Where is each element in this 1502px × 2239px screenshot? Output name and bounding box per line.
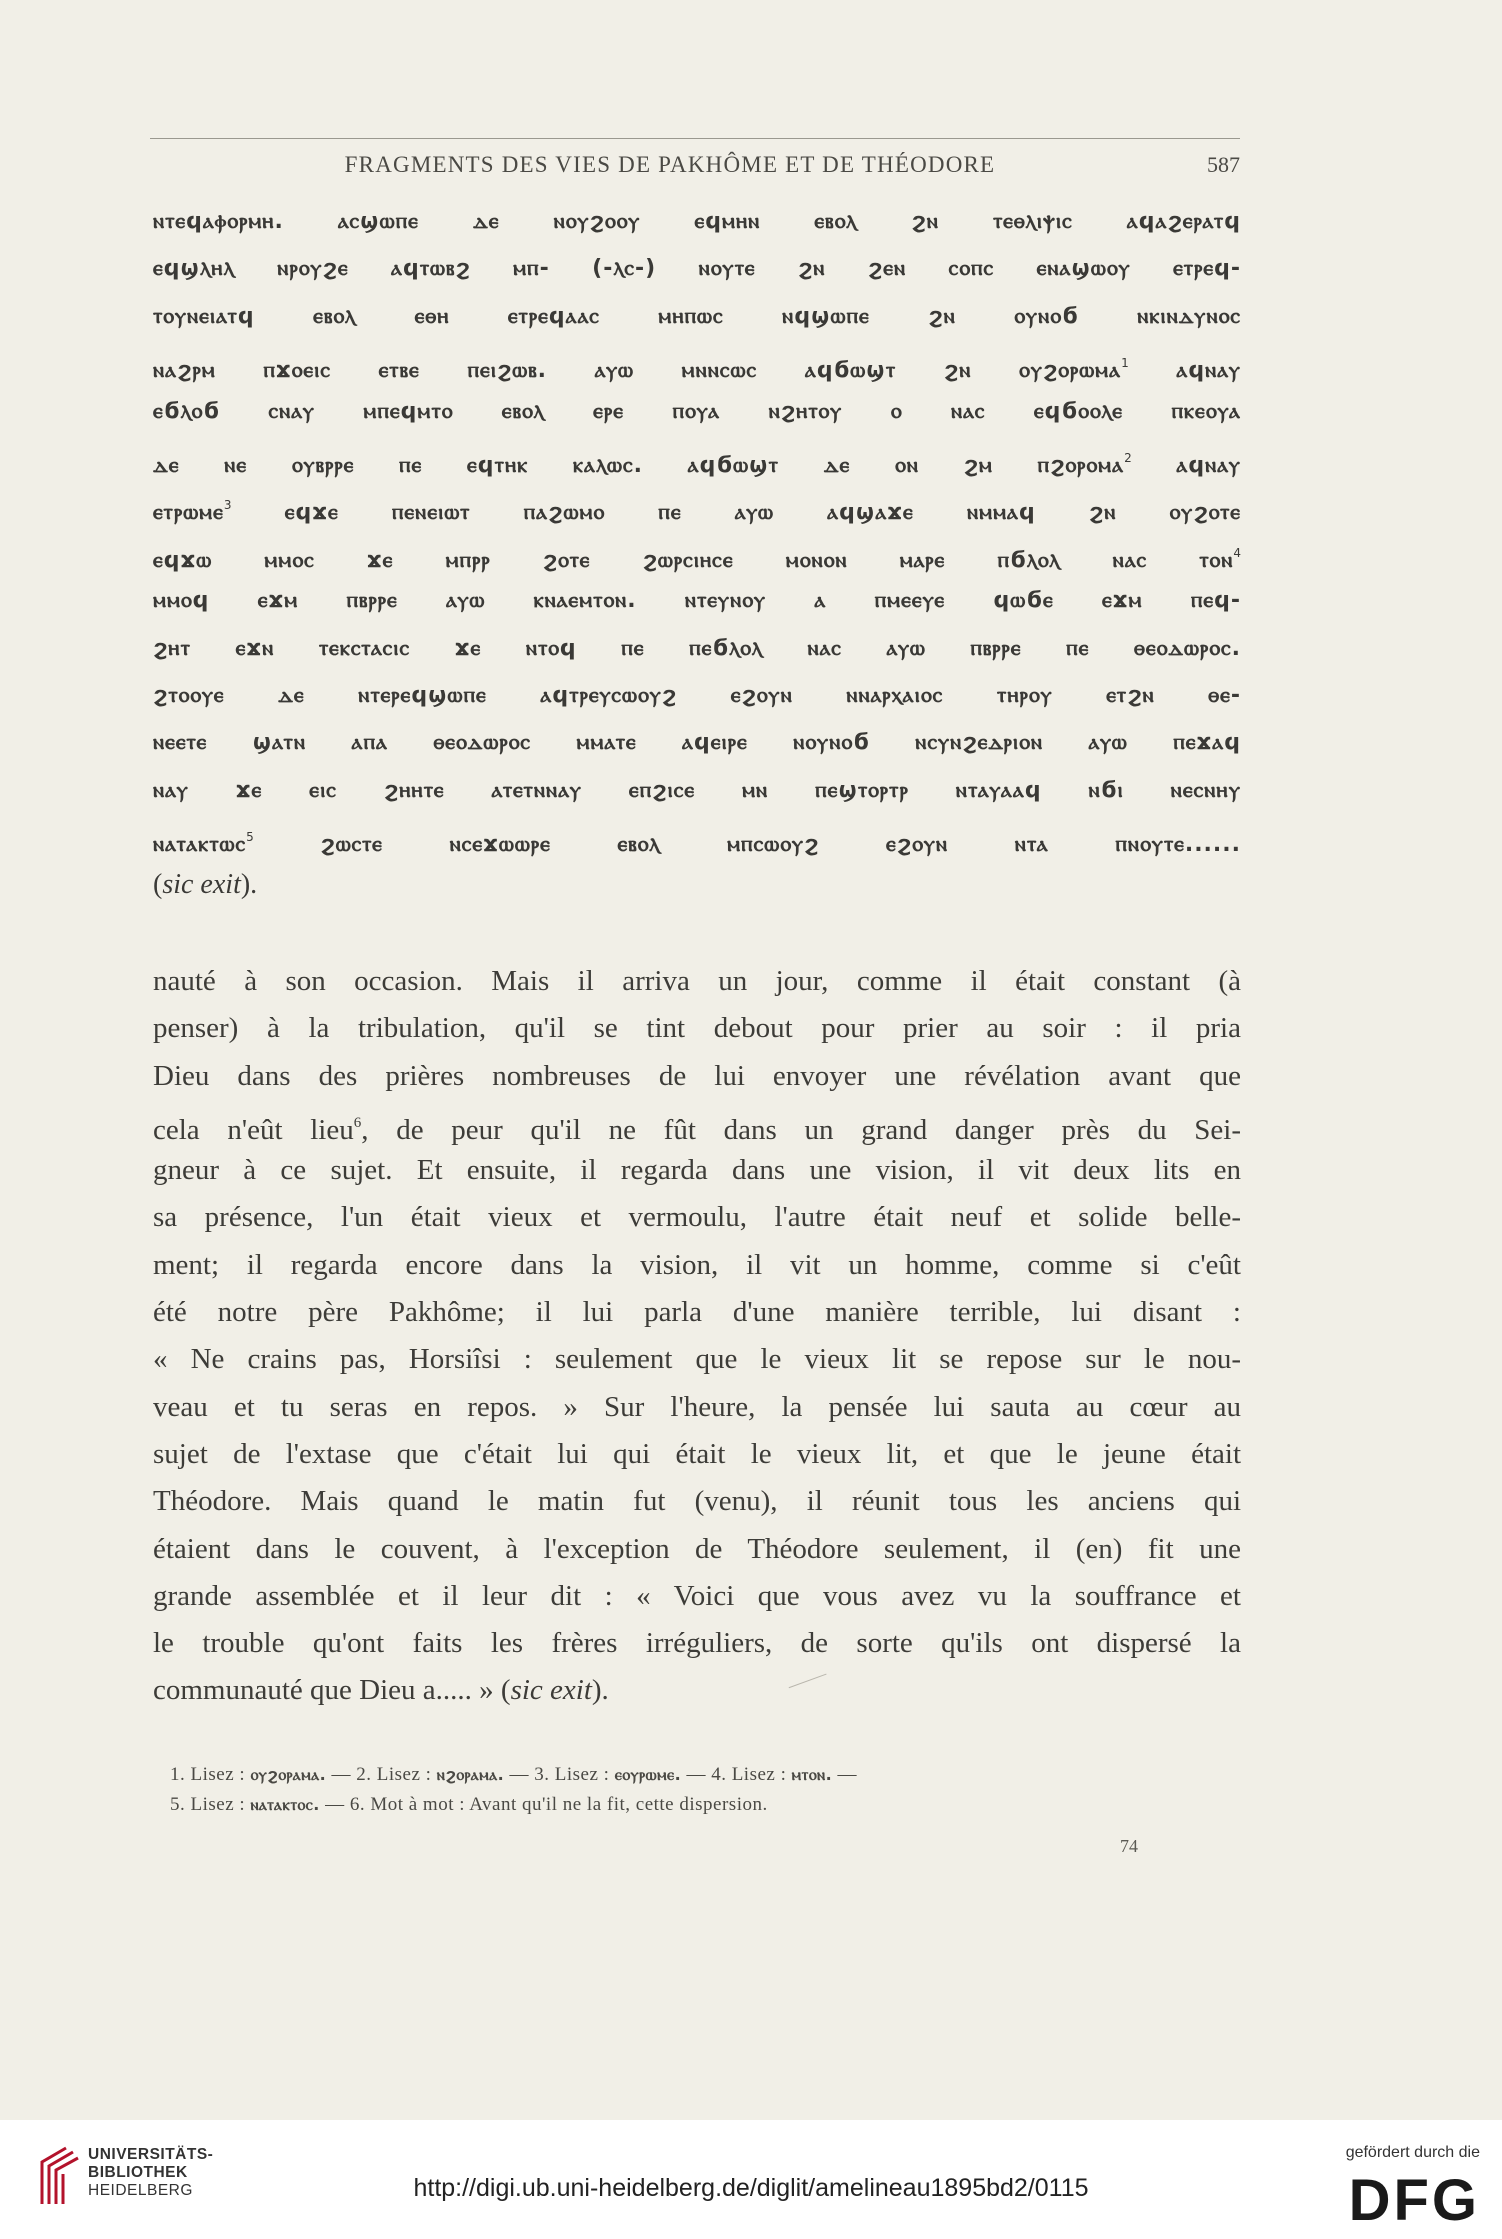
footnote-ref: 4 xyxy=(1233,545,1241,560)
coptic-line: ⲉϭⲗⲟϭ ⲥⲛⲁⲩ ⲙⲡⲉϥⲙⲧⲟ ⲉⲃⲟⲗ ⲉⲣⲉ ⲡⲟⲩⲁ ⲛϩⲏⲧⲟⲩ ⲟ ⲛⲁⲥ ⲉϥϭⲟⲟⲗⲉ ⲡⲕⲉⲟⲩⲁ xyxy=(153,398,1241,424)
french-line: « Ne crains pas, Horsiîsi : seulement que le vieux lit se repose sur le nou- xyxy=(153,1343,1241,1376)
footnote-ref: 5 xyxy=(246,830,254,845)
source-url-link[interactable]: http://digi.ub.uni-heidelberg.de/diglit/amelineau1895bd2/0115 xyxy=(413,2174,1089,2202)
french-line: sa présence, l'un était vieux et vermoulu, l'autre était neuf et solide belle- xyxy=(153,1201,1241,1234)
coptic-line: ⲛⲧⲉϥⲁⲫⲟⲣⲙⲏ. ⲁⲥϣⲱⲡⲉ ⲇⲉ ⲛⲟⲩϩⲟⲟⲩ ⲉϥⲙⲏⲛ ⲉⲃⲟⲗ ϩⲛ ⲧⲉⲑⲗⲓⲯⲓⲥ ⲁϥⲁϩⲉⲣⲁⲧϥ xyxy=(153,209,1241,234)
french-line: été notre père Pakhôme; il lui parla d'une manière terrible, lui disant : xyxy=(153,1296,1241,1329)
footnotes xyxy=(170,1760,1260,1820)
footnote-ref: 2 xyxy=(1124,450,1132,465)
coptic-line: ϩⲧⲟⲟⲩⲉ ⲇⲉ ⲛⲧⲉⲣⲉϥϣⲱⲡⲉ ⲁϥⲧⲣⲉⲩⲥⲱⲟⲩϩ ⲉϩⲟⲩⲛ ⲛⲛⲁⲣⲭⲁⲓⲟⲥ ⲧⲏⲣⲟⲩ ⲉⲧϩⲛ ⲑⲉ- xyxy=(153,682,1241,708)
coptic-text-block xyxy=(153,198,1241,909)
french-line: communauté que Dieu a..... » (sic exit). xyxy=(153,1674,609,1707)
footnote-ref: 1 xyxy=(1121,356,1129,371)
french-line: grande assemblée et il leur dit : « Voici que vous avez vu la souffrance et xyxy=(153,1579,1241,1612)
french-line: cela n'eût lieu$^6$, de peur qu'il ne fût dans un grand danger près du Sei- xyxy=(153,1113,1241,1146)
footnote-line: 1. Lisez : ⲟⲩϩⲟⲣⲁⲙⲁ. — 2. Lisez : ⲛϩⲟⲣⲁⲙⲁ. — 3. Lisez : ⲉⲟⲩⲣⲱⲙⲉ. — 4. Lisez : ⲙⲧⲟⲛ. — xyxy=(170,1764,857,1785)
footnote-ref: 3 xyxy=(223,498,232,513)
french-line: ment; il regarda encore dans la vision, il vit un homme, comme si c'eût xyxy=(153,1248,1241,1281)
coptic-line: ⲉⲧⲣⲱⲙⲉ$^3$ ⲉϥϫⲉ ⲡⲉⲛⲉⲓⲱⲧ ⲡⲁϩⲱⲙⲟ ⲡⲉ ⲁⲩⲱ ⲁϥϣⲁϫⲉ ⲛⲙⲙⲁϥ ϩⲛ ⲟⲩϩⲟⲧⲉ xyxy=(153,498,1241,526)
coptic-line: ⲛⲉⲉⲧⲉ ϣⲁⲧⲛ ⲁⲡⲁ ⲑⲉⲟⲇⲱⲣⲟⲥ ⲙⲙⲁⲧⲉ ⲁϥⲉⲓⲣⲉ ⲛⲟⲩⲛⲟϭ ⲛⲥⲩⲛϩⲉⲇⲣⲓⲟⲛ ⲁⲩⲱ ⲡⲉϫⲁϥ xyxy=(153,730,1241,756)
french-line: étaient dans le couvent, à l'exception de Théodore seulement, il (en) fit une xyxy=(153,1532,1241,1565)
coptic-line: ⲧⲟⲩⲛⲉⲓⲁⲧϥ ⲉⲃⲟⲗ ⲉⲑⲏ ⲉⲧⲣⲉϥⲁⲁⲥ ⲙⲏⲡⲱⲥ ⲛϥϣⲱⲡⲉ ϩⲛ ⲟⲩⲛⲟϭ ⲛⲕⲓⲛⲇⲩⲛⲟⲥ xyxy=(153,303,1241,329)
library-name: UNIVERSITÄTS- BIBLIOTHEK HEIDELBERG xyxy=(88,2146,214,2199)
footnote-line: 5. Lisez : ⲛⲁⲧⲁⲕⲧⲟⲥ. — 6. Mot à mot : Avant qu'il ne la fit, cette dispersion. xyxy=(170,1794,768,1815)
running-title: FRAGMENTS DES VIES DE PAKHÔME ET DE THÉODORE xyxy=(344,152,996,177)
coptic-line: ϩⲏⲧ ⲉϫⲛ ⲧⲉⲕⲥⲧⲁⲥⲓⲥ ϫⲉ ⲛⲧⲟϥ ⲡⲉ ⲡⲉϭⲗⲟⲗ ⲛⲁⲥ ⲁⲩⲱ ⲡⲃⲣⲣⲉ ⲡⲉ ⲑⲉⲟⲇⲱⲣⲟⲥ. xyxy=(153,635,1241,661)
sheet-signature: 74 xyxy=(1120,1836,1138,1856)
header-rule xyxy=(150,138,1240,139)
french-line: Théodore. Mais quand le matin fut (venu), il réunit tous les anciens qui xyxy=(153,1485,1241,1518)
footnote-ref: 6 xyxy=(353,1114,362,1131)
french-line: sujet de l'extase que c'était lui qui était le vieux lit, et que le jeune était xyxy=(153,1437,1241,1470)
french-line: veau et tu seras en repos. » Sur l'heure, la pensée lui sauta au cœur au xyxy=(153,1390,1241,1423)
coptic-line: ⲇⲉ ⲛⲉ ⲟⲩⲃⲣⲣⲉ ⲡⲉ ⲉϥⲧⲏⲕ ⲕⲁⲗⲱⲥ. ⲁϥϭⲱϣⲧ ⲇⲉ ⲟⲛ ϩⲙ ⲡϩⲟⲣⲟⲙⲁ$^2$ ⲁϥⲛⲁⲩ xyxy=(153,450,1241,478)
coptic-line: ⲛⲁⲧⲁⲕⲧⲱⲥ$^5$ ϩⲱⲥⲧⲉ ⲛⲥⲉϫⲱⲱⲣⲉ ⲉⲃⲟⲗ ⲙⲡⲥⲱⲟⲩϩ ⲉϩⲟⲩⲛ ⲛⲧⲁ ⲡⲛⲟⲩⲧⲉ...... xyxy=(153,830,1241,858)
viewer-footer xyxy=(0,2120,1502,2239)
coptic-line: ⲉϥϫⲱ ⲙⲙⲟⲥ ϫⲉ ⲙⲡⲣⲣ ϩⲟⲧⲉ ϩⲱⲣⲥⲓⲏⲥⲉ ⲙⲟⲛⲟⲛ ⲙⲁⲣⲉ ⲡϭⲗⲟⲗ ⲛⲁⲥ ⲧⲟⲛ$^4$ xyxy=(153,545,1241,573)
sic-exit-note: (sic exit). xyxy=(153,869,258,901)
coptic-line: ⲉϥϣⲗⲏⲗ ⲛⲣⲟⲩϩⲉ ⲁϥⲧⲱⲃϩ ⲙⲡ- (-ⲗⲥ-) ⲛⲟⲩⲧⲉ ϩⲛ ϩⲉⲛ ⲥⲟⲡⲥ ⲉⲛⲁϣⲱⲟⲩ ⲉⲧⲣⲉϥ- xyxy=(153,256,1241,282)
french-line: nauté à son occasion. Mais il arriva un jour, comme il était constant (à xyxy=(153,965,1241,997)
running-head xyxy=(150,152,1240,182)
coptic-line: ⲛⲁϩⲣⲙ ⲡϫⲟⲉⲓⲥ ⲉⲧⲃⲉ ⲡⲉⲓϩⲱⲃ. ⲁⲩⲱ ⲙⲛⲛⲥⲱⲥ ⲁϥϭⲱϣⲧ ϩⲛ ⲟⲩϩⲟⲣⲱⲙⲁ$^1$ ⲁϥⲛⲁⲩ xyxy=(153,356,1241,384)
french-line: le trouble qu'ont faits les frères irréguliers, de sorte qu'ils ont dispersé la xyxy=(153,1627,1241,1660)
page-number: 587 xyxy=(1207,152,1240,177)
french-line: penser) à la tribulation, qu'il se tint debout pour prier au soir : il pria xyxy=(153,1012,1241,1045)
french-line: gneur à ce sujet. Et ensuite, il regarda dans une vision, il vit deux lits en xyxy=(153,1154,1241,1187)
coptic-line: ⲙⲙⲟϥ ⲉϫⲙ ⲡⲃⲣⲣⲉ ⲁⲩⲱ ⲕⲛⲁⲉⲙⲧⲟⲛ. ⲛⲧⲉⲩⲛⲟⲩ ⲁ ⲡⲙⲉⲉⲩⲉ ϥⲱϭⲉ ⲉϫⲙ ⲡⲉϥ- xyxy=(153,588,1241,614)
dfg-logo[interactable]: DFG xyxy=(1348,2168,1480,2233)
coptic-line xyxy=(153,861,1241,908)
funded-by-label: gefördert durch die xyxy=(1345,2144,1480,2161)
french-line: Dieu dans des prières nombreuses de lui envoyer une révélation avant que xyxy=(153,1059,1241,1092)
french-translation xyxy=(153,958,1241,1715)
coptic-line: ⲛⲁⲩ ϫⲉ ⲉⲓⲥ ϩⲏⲏⲧⲉ ⲁⲧⲉⲧⲛⲛⲁⲩ ⲉⲡϩⲓⲥⲉ ⲙⲛ ⲡⲉϣⲧⲟⲣⲧⲣ ⲛⲧⲁⲩⲁⲁϥ ⲛϭⲓ ⲛⲉⲥⲛⲏⲩ xyxy=(153,777,1241,803)
